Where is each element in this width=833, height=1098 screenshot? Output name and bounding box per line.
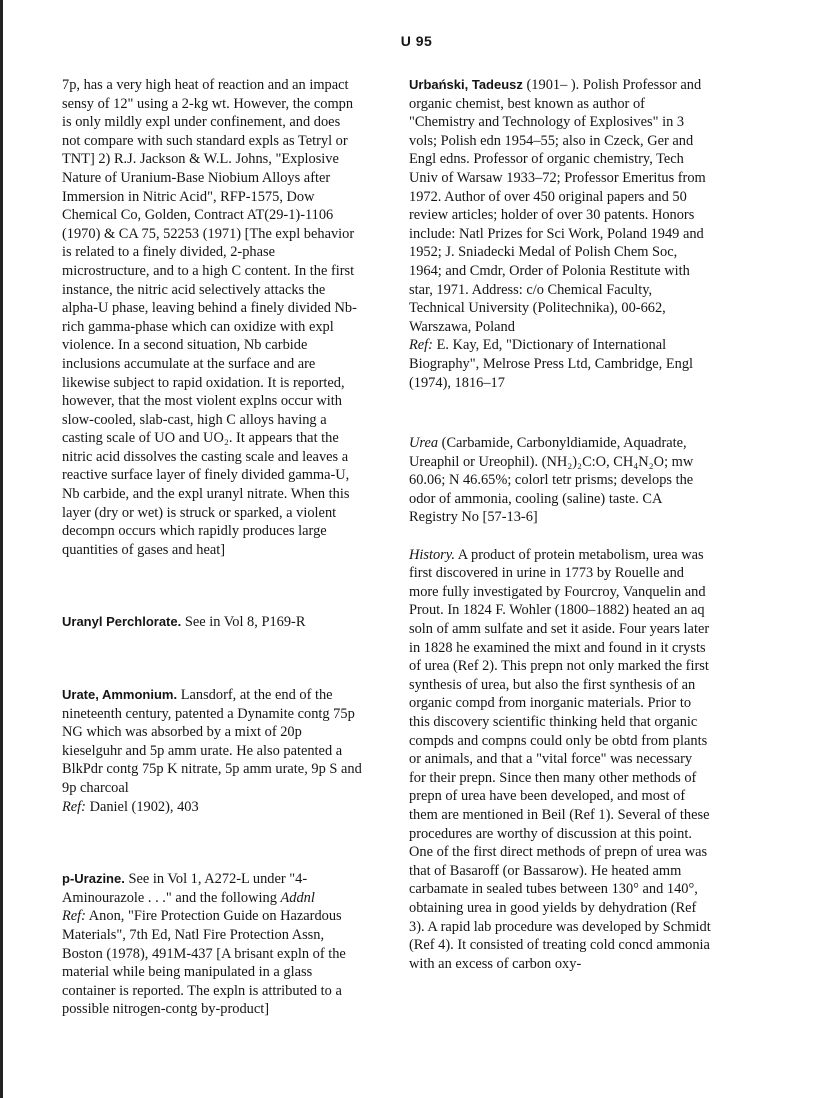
entry-heading: Urea <box>409 435 439 452</box>
entry-text: See in Vol 8, P169-R <box>184 614 306 631</box>
ref-text: Daniel (1902), 403 <box>89 798 199 815</box>
entry-uranyl-perchlorate <box>62 613 362 632</box>
entry-urbanski <box>409 76 711 392</box>
entry-p-urazine <box>62 870 362 1019</box>
entry-text: 7p, has a very high heat of reaction and an impact sensy of 12" using a 2-kg wt. However, the compn is only mildly expl under confinement, and does not compare with such standard expls as Tetryl or TNT] 2) R.J. Jackson & W.L. Johns, "Explosive Nature of Uranium-Base Niobium Alloys after Immersion in Nitric Acid", RFP-1575, Dow Chemical Co, Golden, Contract AT(29-1)-1106 (1970) & CA 75, 52253 (1971) [The expl behavior is related to a finely divided, 2-phase microstructure, and to a high C content. In the first instance, the nitric acid selectively attacks the alpha-U phase, leaving behind a finely divided Nb-rich gamma-phase which can oxidize with expl violence. In a second situation, Nb carbide inclusions accumulate at the surface and are likewise subject to rapid oxidation. It is reported, however, that the most violent explns occur with slow-cooled, slab-cast, high C alloys having a casting scale of UO and UO₂. It appears that the nitric acid dissolves the casting scale and leaves a reactive surface layer of finely divided gamma-U, Nb carbide, and the expl uranyl nitrate. When this layer (dry or wet) is struck or sparked, a violent decompn occurs which rapidly produces large quantities of gases and heat] <box>62 77 357 558</box>
entry-text: See in Vol 1, A272-L under "4-Aminourazole . . ." and the following <box>62 871 308 906</box>
right-column <box>409 76 711 992</box>
entry-heading: History. <box>409 546 455 563</box>
ref-label: Ref: <box>62 798 86 815</box>
ref-text: Anon, "Fire Protection Guide on Hazardous Materials", 7th Ed, Natl Fire Protection Assn, Boston (1978), 491M-437 [A brisant expln of the material while being manipulated in a glass container is reported. The expln is attributed to a possible nitrogen-contg by-product] <box>62 908 346 1018</box>
addnl-label: Addnl <box>280 889 315 906</box>
entry-urea <box>409 434 711 527</box>
scan-edge-rule <box>0 0 3 1098</box>
page-number: U 95 <box>400 33 433 49</box>
entry-uranium-alloy-continuation <box>62 76 362 559</box>
entry-heading: p-Urazine. <box>62 871 125 887</box>
ref-label: Ref: <box>409 337 433 354</box>
entry-text: (1901– ). Polish Professor and organic chemist, best known as author of "Chemistry and Technology of Explosives" in 3 vols; Polish edn 1954–55; also in Czeck, Ger and Engl edns. Professor of organic chemistry, Tech Univ of Warsaw 1933–72; Professor Emeritus from 1972. Author of over 450 original papers and 50 review articles; holder of over 30 patents. Honors include: Natl Prizes for Sci Work, Poland 1949 and 1952; J. Sniadecki Medal of Polish Chem Soc, 1964; and Cmdr, Order of Polonia Restitute with star, 1971. Address: c/o Chemical Faculty, Technical University (Politechnika), 00-662, Warszawa, Poland <box>409 77 706 335</box>
entry-text: (Carbamide, Carbonyldiamide, Aquadrate, Ureaphil or Ureophil). (NH₂)₂C:O, CH₄N₂O; mw 60.06; N 46.65%; colorl tetr prisms; develops the odor of ammonia, cooling (saline) taste. CA Registry No [57-13-6] <box>409 435 694 526</box>
entry-text: A product of protein metabolism, urea was first discovered in urine in 1773 by Rouelle and more fully investigated by Fourcroy, Vanquelin and Prout. In 1824 F. Wohler (1800–1882) heated an aq soln of amm sulfate and set it aside. Four years later in 1828 he examined the mixt and found in it crysts of urea (Ref 2). This prepn not only marked the first synthesis of urea, but also the first synthesis of an organic compd from inorganic materials. Prior to this discovery scientific thinking held that organic compds and compns could only be obtd from plants or animals, and that a "vital force" was necessary for their prepn. Since then many other methods of prepn of urea have been developed, and most of them are mentioned in Beil (Ref 1). Several of these procedures are worthy of discussion at this point. One of the first direct methods of prepn of urea was that of Basaroff (or Bassarow). He heated amm carbamate in sealed tubes between 130° and 140°, obtaining urea in good yields by dehydration (Ref 3). A rapid lab procedure was developed by Schmidt (Ref 4). It consisted of treating cold concd ammonia with an excess of carbon oxy- <box>409 546 711 972</box>
entry-text: Lansdorf, at the end of the nineteenth century, patented a Dynamite contg 75p NG which was absorbed by a mixt of 20p kieselguhr and 5p amm urate. He also patented a BlkPdr contg 75p K nitrate, 5p amm urate, 9p S and 9p charcoal <box>62 687 362 796</box>
entry-heading: Urbański, Tadeusz <box>409 77 523 92</box>
ref-label: Ref: <box>62 908 86 925</box>
entry-urate-ammonium <box>62 686 362 816</box>
entry-heading: Urate, Ammonium. <box>62 687 178 703</box>
ref-text: E. Kay, Ed, "Dictionary of International Biography", Melrose Press Ltd, Cambridge, Engl (1974), 1816–17 <box>409 337 694 391</box>
entry-heading: Uranyl Perchlorate. <box>62 614 182 630</box>
entry-urea-history <box>409 546 711 974</box>
left-column <box>62 76 362 1038</box>
